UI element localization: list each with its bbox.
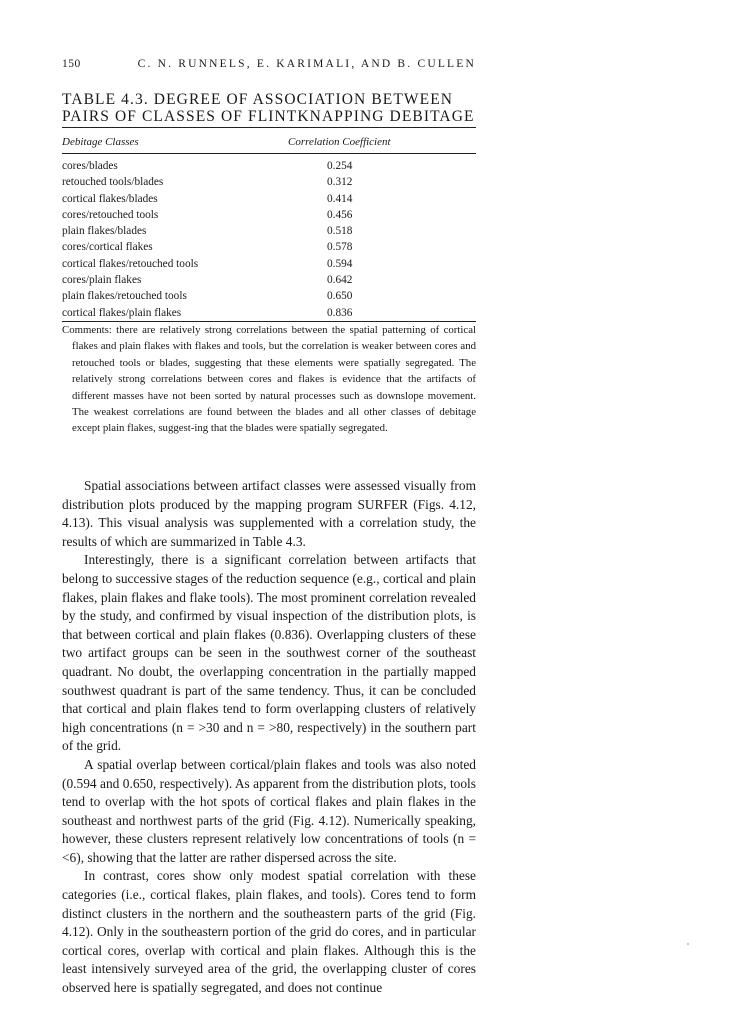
table-header-rule (62, 153, 476, 154)
correlation-coefficient-cell: 0.456 (327, 208, 353, 221)
column-header-debitage-classes: Debitage Classes (62, 136, 139, 148)
table-body (62, 158, 476, 321)
table-row (62, 305, 476, 321)
page-number: 150 (62, 58, 81, 70)
correlation-coefficient-cell: 0.578 (327, 241, 353, 254)
table-title-line-1: TABLE 4.3. DEGREE OF ASSOCIATION BETWEEN (62, 91, 454, 108)
body-paragraph: Spatial associations between artifact classes were assessed visually from distribution plots produced by the mapping program SURFER (Figs. 4.12, 4.13). This visual analysis was supplemented with a correlation study, the results of which are summarized in Table 4.3. (62, 478, 476, 549)
body-paragraph: In contrast, cores show only modest spatial correlation with these categories (i.e., cortical flakes, plain flakes, and tools). Cores tend to form distinct clusters in the northern and the southeastern parts of the grid (Fig. 4.12). Only in the southeastern portion of the grid do cores, and in particular cortical cores, overlap with cortical and plain flakes. Although this is the least intensively surveyed area of the grid, the overlapping cluster of cores observed here is spatially segregated, and does not continue (62, 868, 476, 996)
body-text (62, 477, 476, 998)
correlation-coefficient-cell: 0.650 (327, 290, 353, 303)
debitage-class-cell: cores/blades (62, 160, 118, 172)
table-row (62, 256, 476, 272)
table-top-rule (62, 127, 476, 128)
debitage-class-cell: cortical flakes/plain flakes (62, 306, 182, 319)
correlation-coefficient-cell: 0.254 (327, 160, 353, 172)
column-header-correlation-coefficient: Correlation Coefficient (288, 136, 391, 148)
body-paragraph: Interestingly, there is a significant correlation between artifacts that belong to successive stages of the reduction sequence (e.g., cortical and plain flakes, plain flakes and flake tools). The most prominent correlation revealed by the study, and confirmed by visual inspection of the distribution plots, is that between cortical and plain flakes (0.836). Overlapping clusters of these two artifact groups can be seen in the southwest corner of the southeast quadrant. No doubt, the overlapping concentration in the partially mapped southwest quadrant is part of the same tendency. Thus, it can be concluded that cortical and plain flakes tend to form overlapping clusters of relatively high concentrations (n = >30 and n = >80, respectively) in the southern part of the grid. (62, 552, 476, 754)
table-comments: Comments: there are relatively strong correlations between the spatial patterning of cortical flakes and plain flakes with flakes and tools, but the correlation is weaker between cores and retouched tools or blades, suggesting that these elements were spatially segregated. The relatively strong correlations between cores and flakes is evidence that the artifacts of different masses have not been sorted by natural processes such as downslope movement. The weakest correlations are found between the blades and all other classes of debitage except plain flakes, suggest-ing that the blades were spatially segregated. (62, 324, 476, 435)
table-title-line-2: PAIRS OF CLASSES OF FLINTKNAPPING DEBITAGE (62, 108, 475, 125)
debitage-class-cell: cores/cortical flakes (62, 241, 153, 254)
table-title (62, 91, 476, 125)
debitage-class-cell: plain flakes/retouched tools (62, 290, 187, 303)
running-head-authors: C. N. RUNNELS, E. KARIMALI, AND B. CULLEN (137, 58, 476, 70)
table-row (62, 191, 476, 207)
body-paragraph: A spatial overlap between cortical/plain flakes and tools was also noted (0.594 and 0.650, respectively). As apparent from the distribution plots, tools tend to overlap with the hot spots of cortical flakes and plain flakes in the southeast and northwest parts of the grid (Fig. 4.12). Numerically speaking, however, these clusters represent relatively low concentrations of tools (n = <6), showing that the latter are rather dispersed across the site. (62, 756, 476, 865)
correlation-coefficient-cell: 0.312 (327, 176, 353, 189)
debitage-class-cell: cores/retouched tools (62, 208, 159, 221)
table-row (62, 174, 476, 190)
table-row (62, 272, 476, 288)
debitage-class-cell: plain flakes/blades (62, 225, 147, 238)
correlation-coefficient-cell: 0.594 (327, 257, 353, 270)
debitage-class-cell: cortical flakes/retouched tools (62, 257, 199, 270)
debitage-class-cell: retouched tools/blades (62, 176, 164, 189)
correlation-coefficient-cell: 0.836 (327, 306, 353, 319)
debitage-class-cell: cores/plain flakes (62, 274, 142, 287)
table-row (62, 207, 476, 223)
table-row (62, 223, 476, 239)
table-row (62, 239, 476, 255)
table-row (62, 288, 476, 304)
correlation-coefficient-cell: 0.414 (327, 192, 353, 205)
debitage-class-cell: cortical flakes/blades (62, 192, 158, 205)
table-row (62, 158, 476, 174)
correlation-coefficient-cell: 0.642 (327, 274, 353, 287)
scan-mark (687, 943, 689, 945)
correlation-coefficient-cell: 0.518 (327, 225, 353, 238)
